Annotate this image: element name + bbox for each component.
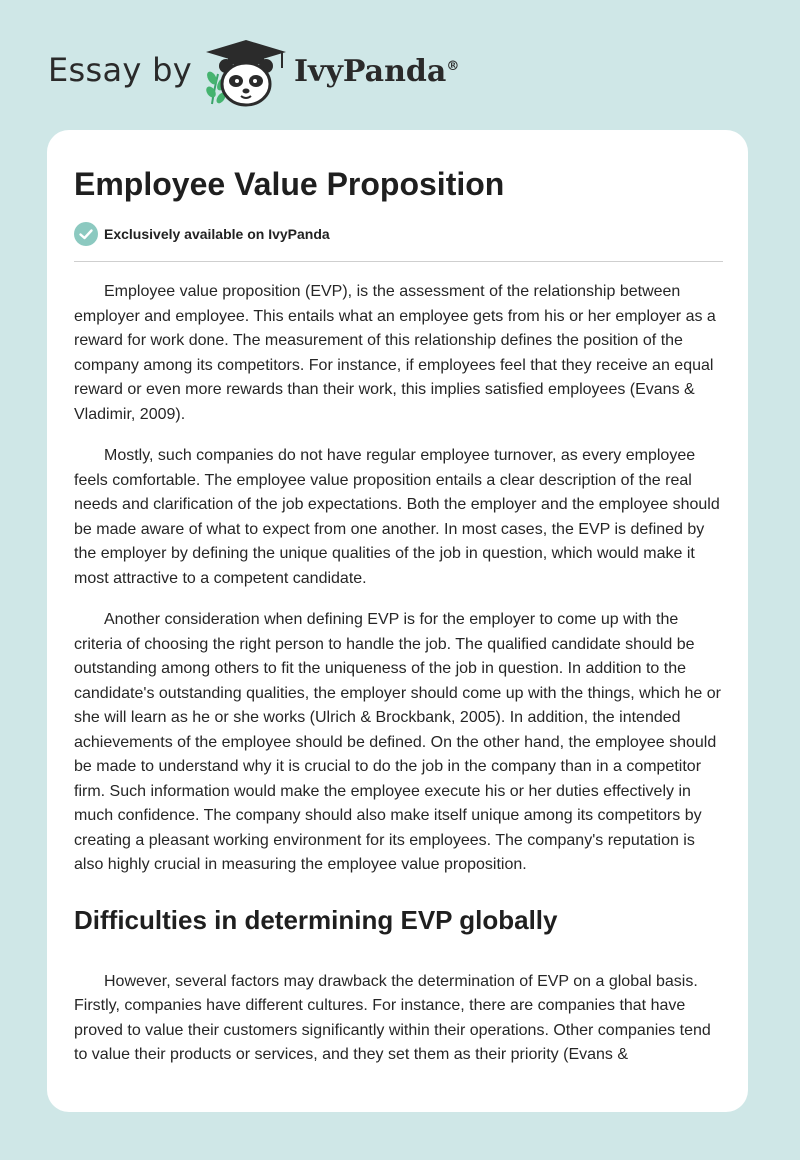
- paragraph: However, several factors may drawback the determination of EVP on a global basis. Firstly, companies have different cultures. For instance, there are companies that have proved to value their customers significantly within their operations. Other companies tend to value their products or services, and they set them as their priority (Evans &: [74, 972, 711, 1063]
- paragraph: Employee value proposition (EVP), is the assessment of the relationship between employer and employee. This entails what an employee gets from his or her employer as a reward for work done. The measurement of this relationship defines the position of the company among its competitors. For instance, if employees feel that they receive an equal reward or even more rewards than their work, this implies satisfied employees (Evans & Vladimir, 2009).: [74, 283, 716, 423]
- brand-name[interactable]: IvyPanda®: [294, 54, 460, 89]
- registered-mark: ®: [446, 59, 460, 74]
- paragraph: Another consideration when defining EVP is for the employer to come up with the criteria of choosing the right person to handle the job. The qualified candidate should be outstanding among others to fit the uniqueness of the job in question. In addition to the candidate's outstanding qualities, the employer should come up with the things, which he or she will learn as he or she works (Ulrich & Brockbank, 2005). In addition, the intended achievements of the employee should be defined. On the other hand, the employee should be made to understand why it is crucial to do the job in the company than in a competitor firm. Such information would make the employee execute his or her duties effectively in much confidence. The company should also make itself unique among its competitors by creating a pleasant working environment for its employees. The company's reputation is also highly crucial in measuring the employee value proposition.: [74, 611, 721, 873]
- article-body: [74, 280, 724, 1085]
- badge-label: Exclusively available on IvyPanda: [104, 226, 330, 242]
- site-header: [0, 0, 800, 130]
- panda-logo-icon[interactable]: [200, 38, 292, 108]
- section-heading: Difficulties in determining EVP globally: [74, 904, 558, 935]
- page-title: Employee Value Proposition: [74, 166, 505, 202]
- divider: [74, 261, 723, 262]
- article-card: [47, 130, 748, 1112]
- brand-prefix: Essay by: [48, 51, 192, 89]
- exclusive-badge: [74, 222, 330, 246]
- paragraph: Mostly, such companies do not have regular employee turnover, as every employee feels comfortable. The employee value proposition entails a clear description of the real needs and clarification of the job expectations. Both the employer and the employee should be made aware of what to expect from one another. In most cases, the EVP is defined by the employer by defining the unique qualities of the job in question, which would make it most attractive to a competent candidate.: [74, 447, 720, 587]
- check-circle-icon: [74, 222, 98, 246]
